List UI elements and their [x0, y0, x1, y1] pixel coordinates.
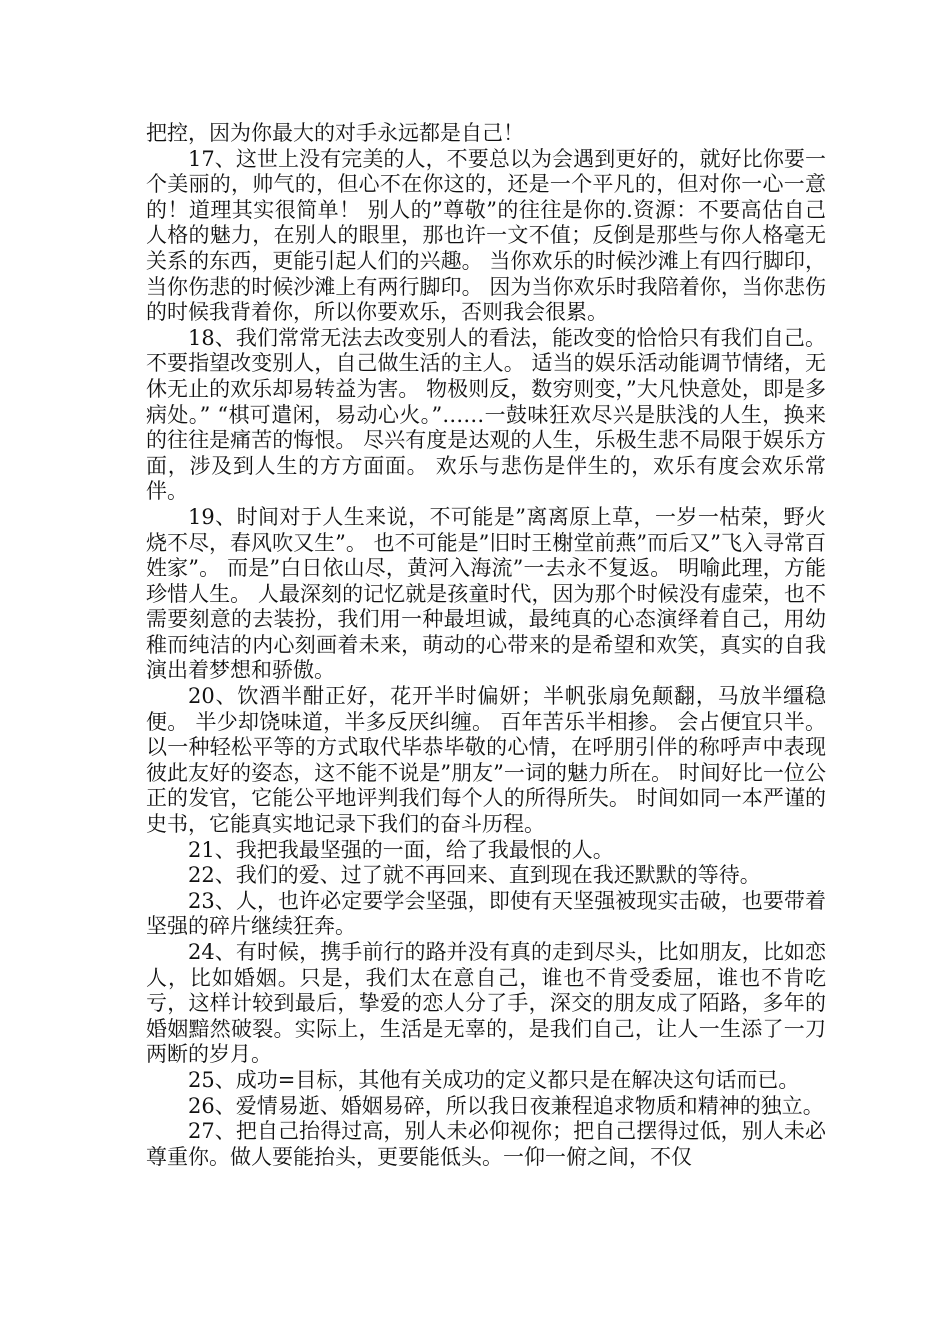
- paragraph-27: 27、把自己抬得过高，别人未必仰视你；把自己摆得过低，别人未必尊重你。做人要能抬头，更要能低头。一仰一俯之间，不仅: [146, 1119, 826, 1169]
- paragraph-17: 17、这世上没有完美的人，不要总以为会遇到更好的，就好比你要一个美丽的，帅气的，但心不在你这的，还是一个平凡的，但对你一心一意的！道理其实很简单！ 别人的”尊敬”的往往是你的.资源：不要高估自己人格的魅力，在别人的眼里，那也许一文不值；反倒是那些与你人格毫无关系的东西，更能引起人们的兴趣。 当你欢乐的时候沙滩上有四行脚印，当你伤悲的时候沙滩上有两行脚印。 因为当你欢乐时我陪着你，当你悲伤的时候我背着你，所以你要欢乐，否则我会很累。: [146, 146, 826, 325]
- paragraph-18: 18、我们常常无法去改变别人的看法，能改变的恰恰只有我们自己。 不要指望改变别人，自己做生活的主人。 适当的娱乐活动能调节情绪，无休无止的欢乐却易转益为害。 物极则反，数穷则变，”大凡快意处，即是多病处。” “棋可遣闲，易动心火。”……一鼓味狂欢尽兴是肤浅的人生，换来的往往是痛苦的悔恨。 尽兴有度是达观的人生，乐极生悲不局限于娱乐方面，涉及到人生的方方面面。 欢乐与悲伤是伴生的，欢乐有度会欢乐常伴。: [146, 325, 826, 504]
- paragraph-26: 26、爱情易逝、婚姻易碎，所以我日夜兼程追求物质和精神的独立。: [188, 1093, 824, 1118]
- paragraph-continuation: 把控，因为你最大的对手永远都是自己！: [146, 121, 524, 145]
- paragraph-24: 24、有时候，携手前行的路并没有真的走到尽头，比如朋友，比如恋人，比如婚姻。只是，我们太在意自己，谁也不肯受委屈，谁也不肯吃亏，这样计较到最后，挚爱的恋人分了手，深交的朋友成了陌路，多年的婚姻黯然破裂。实际上，生活是无辜的，是我们自己，让人一生添了一刀两断的岁月。: [146, 940, 826, 1067]
- paragraph-23: 23、人，也许必定要学会坚强，即使有天坚强被现实击破，也要带着坚强的碎片继续狂奔。: [146, 888, 826, 939]
- paragraph-19: 19、时间对于人生来说，不可能是”离离原上草，一岁一枯荣，野火烧不尽，春风吹又生”。 也不可能是”旧时王榭堂前燕”而后又”飞入寻常百姓家”。 而是”白日依山尽，黄河入海流”一去永不复返。 明喻此理，方能珍惜人生。 人最深刻的记忆就是孩童时代，因为那个时候没有虚荣，也不需要刻意的去装扮，我们用一种最坦诚，最纯真的心态演绎着自己，用幼稚而纯洁的内心刻画着未来，萌动的心带来的是希望和欢笑，真实的自我演出着梦想和骄傲。: [146, 504, 826, 683]
- paragraph-21: 21、我把我最坚强的一面，给了我最恨的人。: [188, 837, 614, 862]
- paragraph-20: 20、饮酒半酣正好，花开半时偏妍；半帆张扇免颠翻，马放半缰稳便。 半少却饶味道，半多反厌纠缠。 百年苦乐半相掺。 会占便宜只半。 以一种轻松平等的方式取代毕恭毕敬的心情，在呼朋引伴的称呼声中表现彼此友好的姿态，这不能不说是”朋友”一词的魅力所在。 时间好比一位公正的发官，它能公平地评判我们每个人的所得所失。 时间如同一本严谨的史书，它能真实地记录下我们的奋斗历程。: [146, 684, 826, 837]
- paragraph-25: 25、成功=目标，其他有关成功的定义都只是在解决这句话而已。: [188, 1067, 800, 1092]
- document-body: [146, 121, 826, 1170]
- paragraph-22: 22、我们的爱、过了就不再回来、直到现在我还默默的等待。: [188, 863, 761, 888]
